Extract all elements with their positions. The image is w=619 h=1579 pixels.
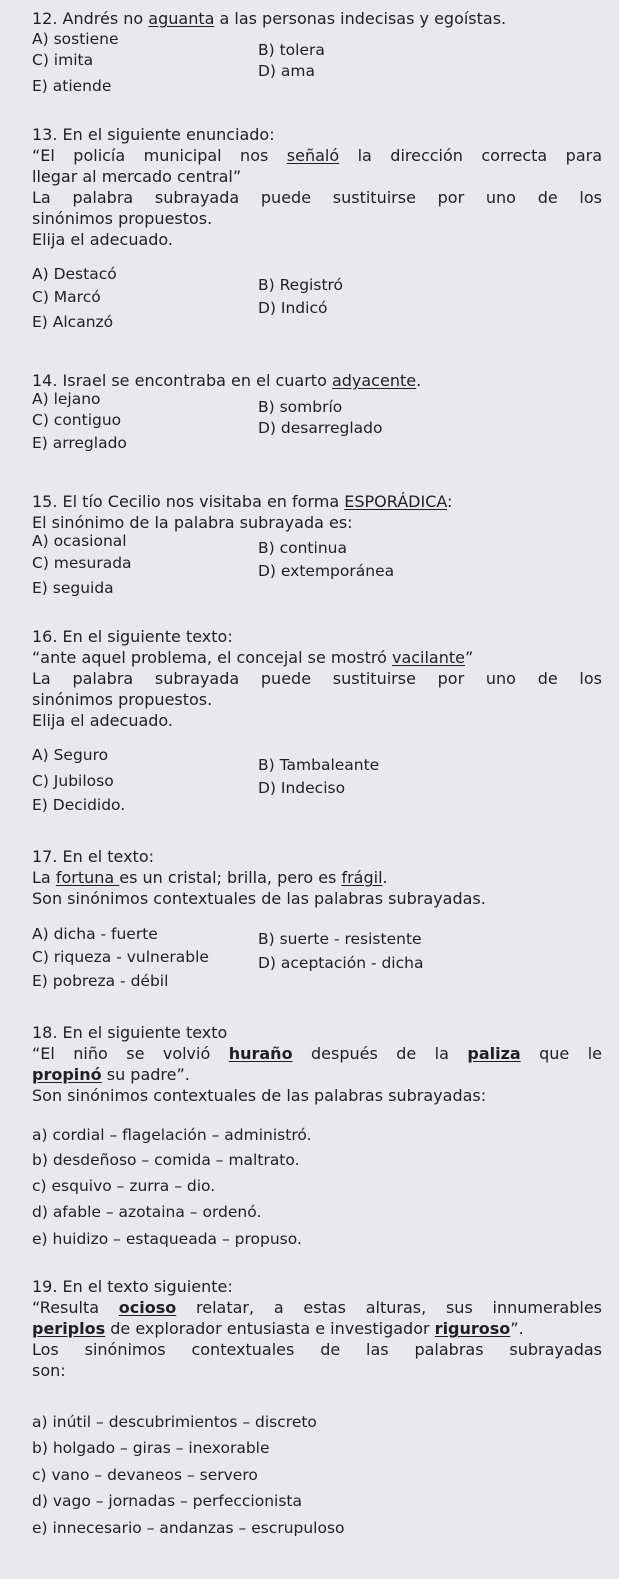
option-12-b[interactable]: B) tolera xyxy=(258,41,325,59)
option-15-c[interactable]: C) mesurada xyxy=(32,554,132,572)
question-14-stem: 14. Israel se encontraba en el cuarto adyacente. xyxy=(32,371,422,390)
option-15-a[interactable]: A) ocasional xyxy=(32,532,127,550)
option-17-c[interactable]: C) riqueza - vulnerable xyxy=(32,948,209,966)
question-18-line-1: 18. En el siguiente texto xyxy=(32,1023,228,1042)
option-13-d[interactable]: D) Indicó xyxy=(258,299,328,317)
question-19-line-3: periplos de explorador entusiasta e investigador riguroso”. xyxy=(32,1319,524,1338)
question-19 xyxy=(32,1276,602,1381)
question-15-line-2: El sinónimo de la palabra subrayada es: xyxy=(32,513,353,532)
option-19-e[interactable]: e) innecesario – andanzas – escrupuloso xyxy=(32,1519,345,1537)
option-16-e[interactable]: E) Decidido. xyxy=(32,796,126,814)
question-13-line-1: 13. En el siguiente enunciado: xyxy=(32,125,275,144)
option-16-a[interactable]: A) Seguro xyxy=(32,746,109,764)
question-16-line-3: La palabra subrayada puede sustituirse por uno de los xyxy=(32,669,602,688)
question-15-line-1: 15. El tío Cecilio nos visitaba en forma ESPORÁDICA: xyxy=(32,492,453,511)
option-18-d[interactable]: d) afable – azotaina – ordenó. xyxy=(32,1203,262,1221)
option-15-b[interactable]: B) continua xyxy=(258,539,347,557)
question-18 xyxy=(32,1022,602,1106)
question-13-line-2: “El policía municipal nos señaló la dirección correcta para xyxy=(32,146,602,165)
option-18-a[interactable]: a) cordial – flagelación – administró. xyxy=(32,1126,312,1144)
question-16 xyxy=(32,626,602,731)
question-13-line-5: sinónimos propuestos. xyxy=(32,209,213,228)
option-19-a[interactable]: a) inútil – descubrimientos – discreto xyxy=(32,1413,317,1431)
question-16-line-2: “ante aquel problema, el concejal se mostró vacilante” xyxy=(32,648,474,667)
question-16-line-1: 16. En el siguiente texto: xyxy=(32,627,233,646)
option-12-a[interactable]: A) sostiene xyxy=(32,30,119,48)
option-13-c[interactable]: C) Marcó xyxy=(32,288,101,306)
option-14-e[interactable]: E) arreglado xyxy=(32,434,127,452)
option-13-e[interactable]: E) Alcanzó xyxy=(32,313,114,331)
question-18-line-3: propinó su padre”. xyxy=(32,1065,190,1084)
option-12-e[interactable]: E) atiende xyxy=(32,77,112,95)
option-15-e[interactable]: E) seguida xyxy=(32,579,114,597)
option-13-b[interactable]: B) Registró xyxy=(258,276,344,294)
option-15-d[interactable]: D) extemporánea xyxy=(258,562,395,580)
option-14-a[interactable]: A) lejano xyxy=(32,390,101,408)
question-19-line-2: “Resulta ocioso relatar, a estas alturas, sus innumerables xyxy=(32,1298,603,1317)
question-13-line-3: llegar al mercado central” xyxy=(32,167,242,186)
option-13-a[interactable]: A) Destacó xyxy=(32,265,117,283)
question-17-line-3: Son sinónimos contextuales de las palabras subrayadas. xyxy=(32,889,486,908)
option-12-c[interactable]: C) imita xyxy=(32,51,94,69)
option-16-b[interactable]: B) Tambaleante xyxy=(258,756,380,774)
question-16-line-5: Elija el adecuado. xyxy=(32,711,174,730)
option-12-d[interactable]: D) ama xyxy=(258,62,316,80)
question-13-line-4: La palabra subrayada puede sustituirse por uno de los xyxy=(32,188,602,207)
option-17-d[interactable]: D) aceptación - dicha xyxy=(258,954,424,972)
question-12-stem: 12. Andrés no aguanta a las personas indecisas y egoístas. xyxy=(32,9,507,28)
option-19-c[interactable]: c) vano – devaneos – servero xyxy=(32,1466,258,1484)
question-16-line-4: sinónimos propuestos. xyxy=(32,690,213,709)
question-18-line-4: Son sinónimos contextuales de las palabras subrayadas: xyxy=(32,1086,487,1105)
question-14 xyxy=(32,370,602,391)
option-16-c[interactable]: C) Jubiloso xyxy=(32,772,114,790)
option-17-a[interactable]: A) dicha - fuerte xyxy=(32,925,158,943)
option-14-b[interactable]: B) sombrío xyxy=(258,398,343,416)
question-17 xyxy=(32,846,602,909)
question-15 xyxy=(32,491,602,533)
option-18-c[interactable]: c) esquivo – zurra – dio. xyxy=(32,1177,216,1195)
question-12 xyxy=(32,8,602,29)
option-19-d[interactable]: d) vago – jornadas – perfeccionista xyxy=(32,1492,302,1510)
option-16-d[interactable]: D) Indeciso xyxy=(258,779,346,797)
question-18-line-2: “El niño se volvió huraño después de la paliza que le xyxy=(32,1044,603,1063)
option-17-b[interactable]: B) suerte - resistente xyxy=(258,930,422,948)
option-14-d[interactable]: D) desarreglado xyxy=(258,419,383,437)
question-19-line-1: 19. En el texto siguiente: xyxy=(32,1277,233,1296)
question-13 xyxy=(32,124,602,250)
question-17-line-1: 17. En el texto: xyxy=(32,847,154,866)
option-19-b[interactable]: b) holgado – giras – inexorable xyxy=(32,1439,270,1457)
option-14-c[interactable]: C) contiguo xyxy=(32,411,122,429)
question-17-line-2: La fortuna es un cristal; brilla, pero es frágil. xyxy=(32,868,388,887)
question-19-line-5: son: xyxy=(32,1361,66,1380)
option-18-e[interactable]: e) huidizo – estaqueada – propuso. xyxy=(32,1230,302,1248)
question-13-line-6: Elija el adecuado. xyxy=(32,230,174,249)
option-18-b[interactable]: b) desdeñoso – comida – maltrato. xyxy=(32,1151,300,1169)
option-17-e[interactable]: E) pobreza - débil xyxy=(32,972,169,990)
question-19-line-4: Los sinónimos contextuales de las palabras subrayadas xyxy=(32,1340,602,1359)
